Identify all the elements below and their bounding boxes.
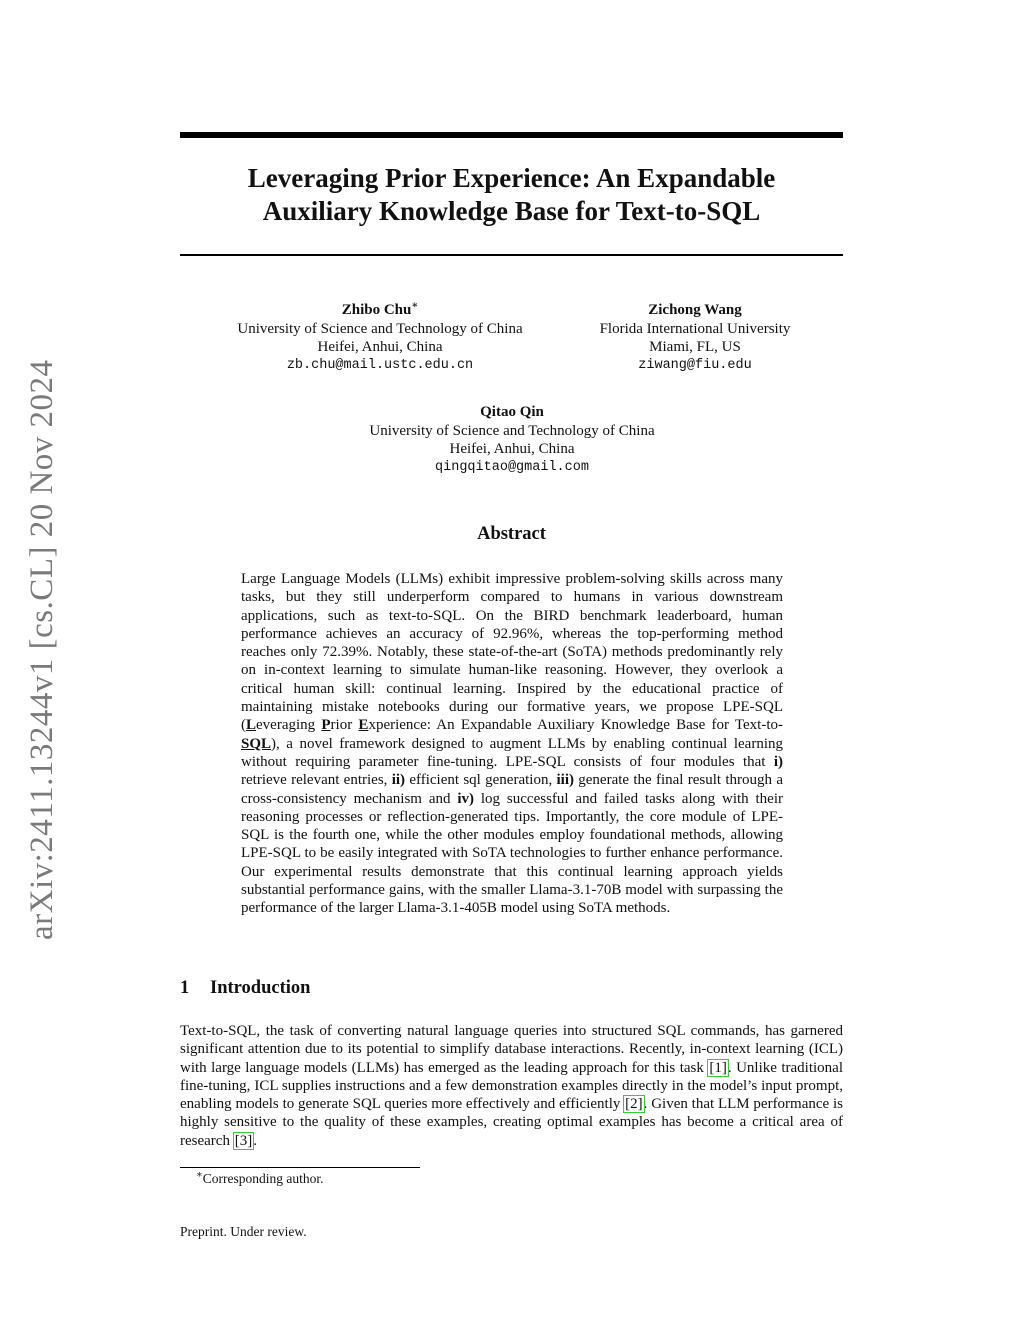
introduction-paragraph: Text-to-SQL, the task of converting natural language queries into structured SQL commands, has garnered significant attention due to its potential to simplify database interactions. Recently, in-context learning (ICL) with large language models (LLMs) has emerged as the leading approach for this task [1]. Unlike traditional fine-tuning, ICL supplies instructions and a few demonstration examples directly in the model’s input prompt, enabling models to generate SQL queries more effectively and efficiently [2]. Given that LLM performance is highly sensitive to the quality of these examples, creating optimal examples has become a critical area of research [3]. <box>180 1023 843 1149</box>
footnote-text: Corresponding author. <box>202 1171 324 1186</box>
citation-link-1[interactable]: [1] <box>709 1059 727 1076</box>
footnote-marker: ∗ <box>411 300 419 311</box>
citation-link-2[interactable]: [2] <box>625 1096 643 1113</box>
arxiv-identifier: arXiv:2411.13244v1 [cs.CL] 20 Nov 2024 <box>24 359 60 940</box>
abstract-heading: Abstract <box>477 524 546 544</box>
section-title: Introduction <box>210 978 311 998</box>
author-email: qingqitao@gmail.com <box>435 459 589 475</box>
author-block-3 <box>332 403 692 477</box>
section-heading <box>180 978 310 999</box>
title-line-2: Auxiliary Knowledge Base for Text-to-SQL <box>262 196 761 226</box>
author-name: Qitao Qin <box>480 404 544 420</box>
citation-link-3[interactable]: [3] <box>234 1132 253 1149</box>
author-email: ziwang@fiu.edu <box>638 357 752 373</box>
author-location: Heifei, Anhui, China <box>449 441 575 457</box>
abstract-text: Large Language Models (LLMs) exhibit impressive problem-solving skills across many tasks, but they still underperform compared to humans in various downstream applications, such as text-to-SQL. On the BIRD benchmark leaderboard, human performance achieves an accuracy of 92.96%, whereas the top-performing method reaches only 72.39%. Notably, these state-of-the-art (SoTA) methods predominantly rely on in-context learning to simulate human-like reasoning. However, they overlook a critical human skill: continual learning. Inspired by the educational practice of maintaining mistake notebooks during our formative years, we propose LPE-SQL (Leveraging Prior Experience: An Expandable Auxiliary Knowledge Base for Text-to-SQL), a novel framework designed to augment LLMs by enabling continual learning without requiring parameter fine-tuning. LPE-SQL consists of four modules that i) retrieve relevant entries, ii) efficient sql generation, iii) generate the final result through a cross-consistency mechanism and iv) log successful and failed tasks along with their reasoning processes or reflection-generated tips. Importantly, the core module of LPE-SQL is the fourth one, while the other modules employ foundational methods, allowing LPE-SQL to be easily integrated with SoTA technologies to further enhance performance. Our experimental results demonstrate that this continual learning approach yields substantial performance gains, with the smaller Llama-3.1-70B model with surpassing the performance of the larger Llama-3.1-405B model using SoTA methods. <box>241 571 783 917</box>
footnote-marker: ∗ <box>196 1169 203 1181</box>
author-name: Zhibo Chu∗ <box>341 300 419 318</box>
title-top-rule <box>180 132 843 138</box>
author-location: Heifei, Anhui, China <box>317 339 443 355</box>
author-location: Miami, FL, US <box>649 339 741 355</box>
title-line-1: Leveraging Prior Experience: An Expandable <box>247 163 776 193</box>
author-affiliation: University of Science and Technology of China <box>237 320 523 337</box>
author-block-1 <box>210 301 550 375</box>
title-bottom-rule <box>180 254 843 256</box>
footnote-rule <box>180 1167 420 1168</box>
author-email: zb.chu@mail.ustc.edu.cn <box>286 357 474 373</box>
footnote <box>196 1171 324 1187</box>
author-affiliation: University of Science and Technology of China <box>369 422 655 439</box>
author-affiliation: Florida International University <box>599 320 791 337</box>
paper-title <box>180 162 843 228</box>
section-number: 1 <box>180 978 190 998</box>
author-name: Zichong Wang <box>648 302 742 318</box>
preprint-notice: Preprint. Under review. <box>180 1224 307 1239</box>
author-block-2 <box>570 301 820 375</box>
